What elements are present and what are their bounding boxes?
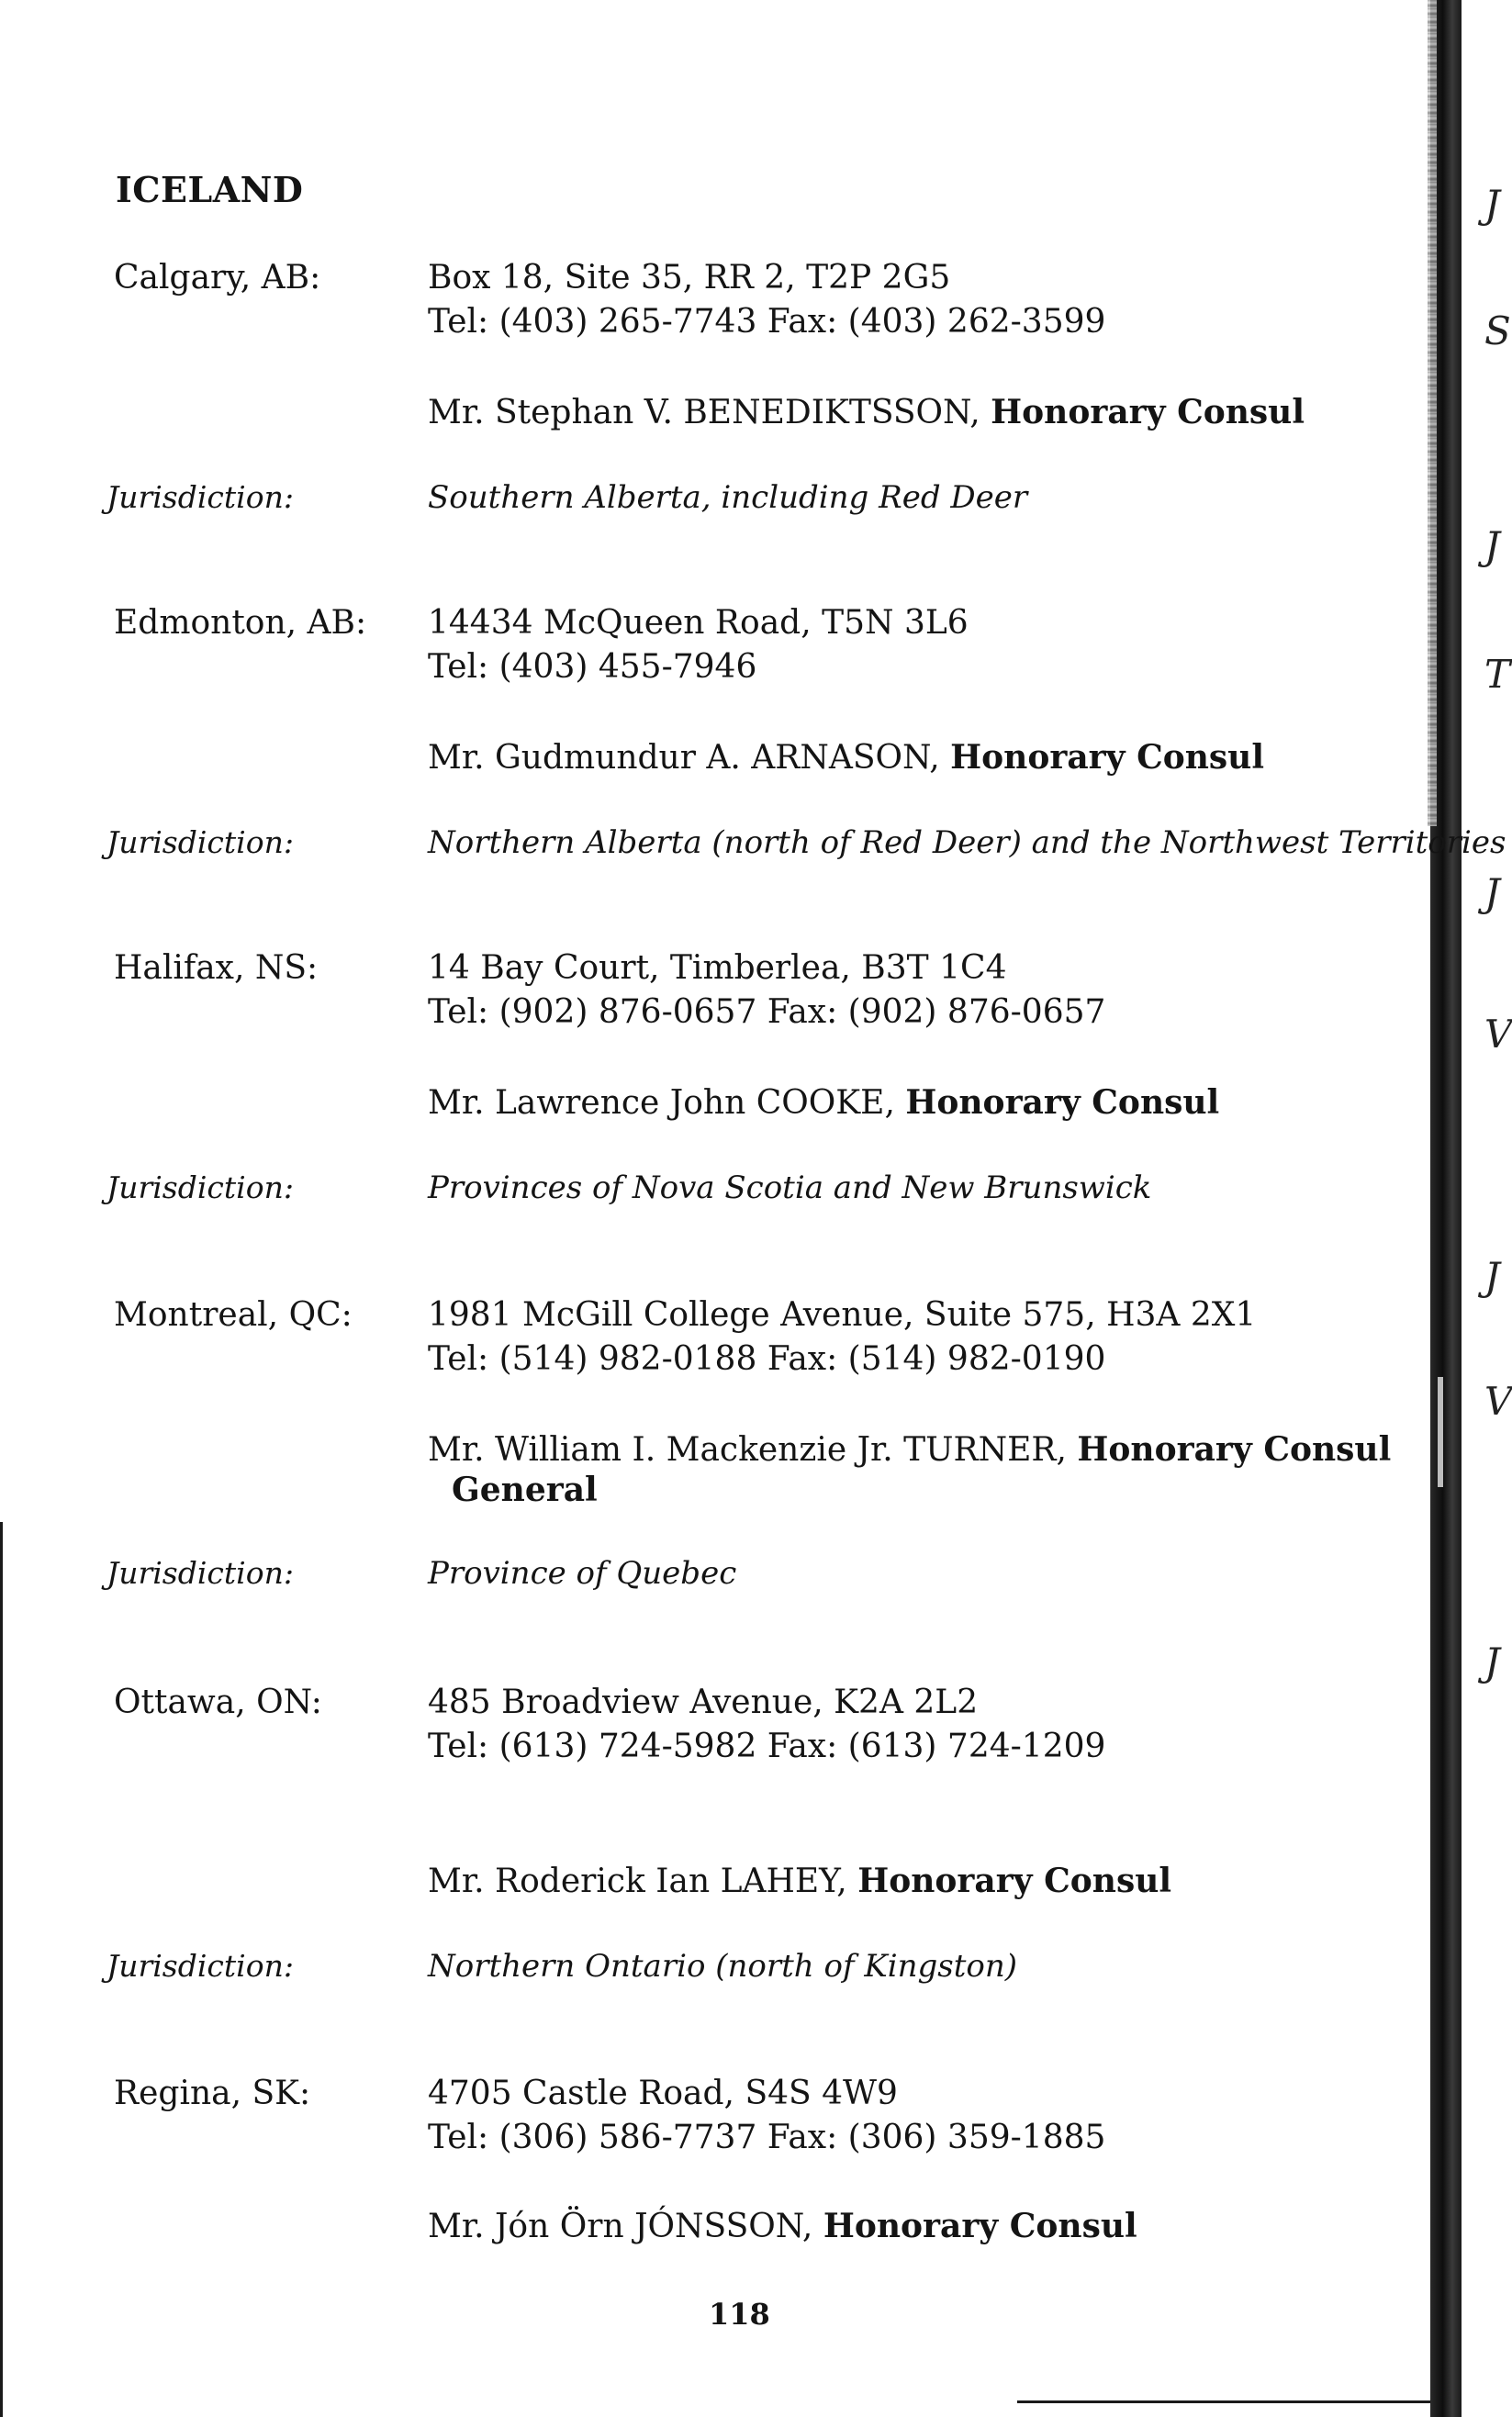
- city-label: Ottawa, ON:: [114, 1684, 322, 1721]
- city-label: Edmonton, AB:: [114, 604, 367, 642]
- binding-speckle: [1428, 0, 1437, 826]
- address: 14 Bay Court, Timberlea, B3T 1C4: [428, 949, 1007, 987]
- consul-line: [428, 2207, 1137, 2245]
- scan-edge-line: [0, 1522, 3, 2417]
- consul-title-continuation: General: [452, 1471, 598, 1509]
- phone-fax: Tel: (403) 455-7946: [428, 648, 757, 686]
- phone-fax: Tel: (902) 876-0657 Fax: (902) 876-0657: [428, 993, 1106, 1031]
- phone-fax: Tel: (514) 982-0188 Fax: (514) 982-0190: [428, 1340, 1106, 1378]
- consul-title: Honorary Consul: [823, 2207, 1137, 2245]
- jurisdiction-value: Northern Alberta (north of Red Deer) and the Northwest Territories: [428, 824, 1506, 861]
- facing-page-glyph: V: [1484, 1379, 1512, 1424]
- phone-fax: Tel: (306) 586-7737 Fax: (306) 359-1885: [428, 2119, 1106, 2156]
- jurisdiction-value: Northern Ontario (north of Kingston): [428, 1948, 1018, 1985]
- country-title: ICELAND: [116, 169, 304, 210]
- page-number: 118: [709, 2297, 770, 2332]
- facing-page-glyph: J: [1484, 1639, 1500, 1684]
- jurisdiction-value: Provinces of Nova Scotia and New Brunswick: [428, 1169, 1152, 1206]
- consul-name: Mr. Lawrence John COOKE,: [428, 1084, 906, 1122]
- binding-gap: [1438, 1377, 1443, 1487]
- city-label: Montreal, QC:: [114, 1296, 353, 1334]
- consul-line: [428, 1430, 1391, 1469]
- address: 14434 McQueen Road, T5N 3L6: [428, 604, 969, 642]
- consul-name: Mr. Roderick Ian LAHEY,: [428, 1863, 858, 1900]
- facing-page-glyph: J: [1484, 523, 1500, 568]
- scan-bottom-line: [1017, 2400, 1430, 2403]
- facing-page-glyph: J: [1484, 1254, 1500, 1299]
- address: 4705 Castle Road, S4S 4W9: [428, 2075, 898, 2112]
- jurisdiction-label: Jurisdiction:: [106, 1169, 294, 1205]
- consul-line: [428, 1083, 1219, 1122]
- jurisdiction-value: Southern Alberta, including Red Deer: [428, 479, 1028, 516]
- city-label: Regina, SK:: [114, 2075, 311, 2112]
- consul-line: [428, 1862, 1171, 1900]
- city-label: Calgary, AB:: [114, 259, 321, 297]
- jurisdiction-label: Jurisdiction:: [106, 824, 294, 860]
- consul-title: Honorary Consul: [857, 1862, 1172, 1900]
- consul-line: [428, 738, 1264, 777]
- phone-fax: Tel: (403) 265-7743 Fax: (403) 262-3599: [428, 303, 1106, 341]
- facing-page-glyph: T: [1484, 652, 1511, 697]
- jurisdiction-label: Jurisdiction:: [106, 1555, 294, 1591]
- consul-title: Honorary Consul: [950, 738, 1265, 777]
- facing-page-glyph: S: [1484, 308, 1511, 353]
- consul-name: Mr. William I. Mackenzie Jr. TURNER,: [428, 1431, 1078, 1469]
- consul-name: Mr. Gudmundur A. ARNASON,: [428, 739, 951, 777]
- consul-title: Honorary Consul: [905, 1083, 1220, 1122]
- address: 485 Broadview Avenue, K2A 2L2: [428, 1684, 979, 1721]
- consul-line: [428, 393, 1305, 431]
- city-label: Halifax, NS:: [114, 949, 319, 987]
- jurisdiction-label: Jurisdiction:: [106, 1948, 294, 1984]
- address: 1981 McGill College Avenue, Suite 575, H3A 2X1: [428, 1296, 1257, 1334]
- phone-fax: Tel: (613) 724-5982 Fax: (613) 724-1209: [428, 1728, 1106, 1765]
- consul-name: Mr. Stephan V. BENEDIKTSSON,: [428, 394, 991, 431]
- jurisdiction-label: Jurisdiction:: [106, 479, 294, 515]
- jurisdiction-value: Province of Quebec: [428, 1555, 737, 1592]
- consul-title: Honorary Consul: [1077, 1430, 1392, 1469]
- facing-page-edge: [1462, 0, 1501, 2417]
- consul-title: Honorary Consul: [991, 393, 1305, 431]
- facing-page-glyph: V: [1484, 1012, 1512, 1057]
- address: Box 18, Site 35, RR 2, T2P 2G5: [428, 259, 951, 297]
- facing-page-glyph: J: [1484, 870, 1500, 915]
- consul-name: Mr. Jón Örn JÓNSSON,: [428, 2208, 823, 2245]
- facing-page-glyph: J: [1484, 182, 1500, 227]
